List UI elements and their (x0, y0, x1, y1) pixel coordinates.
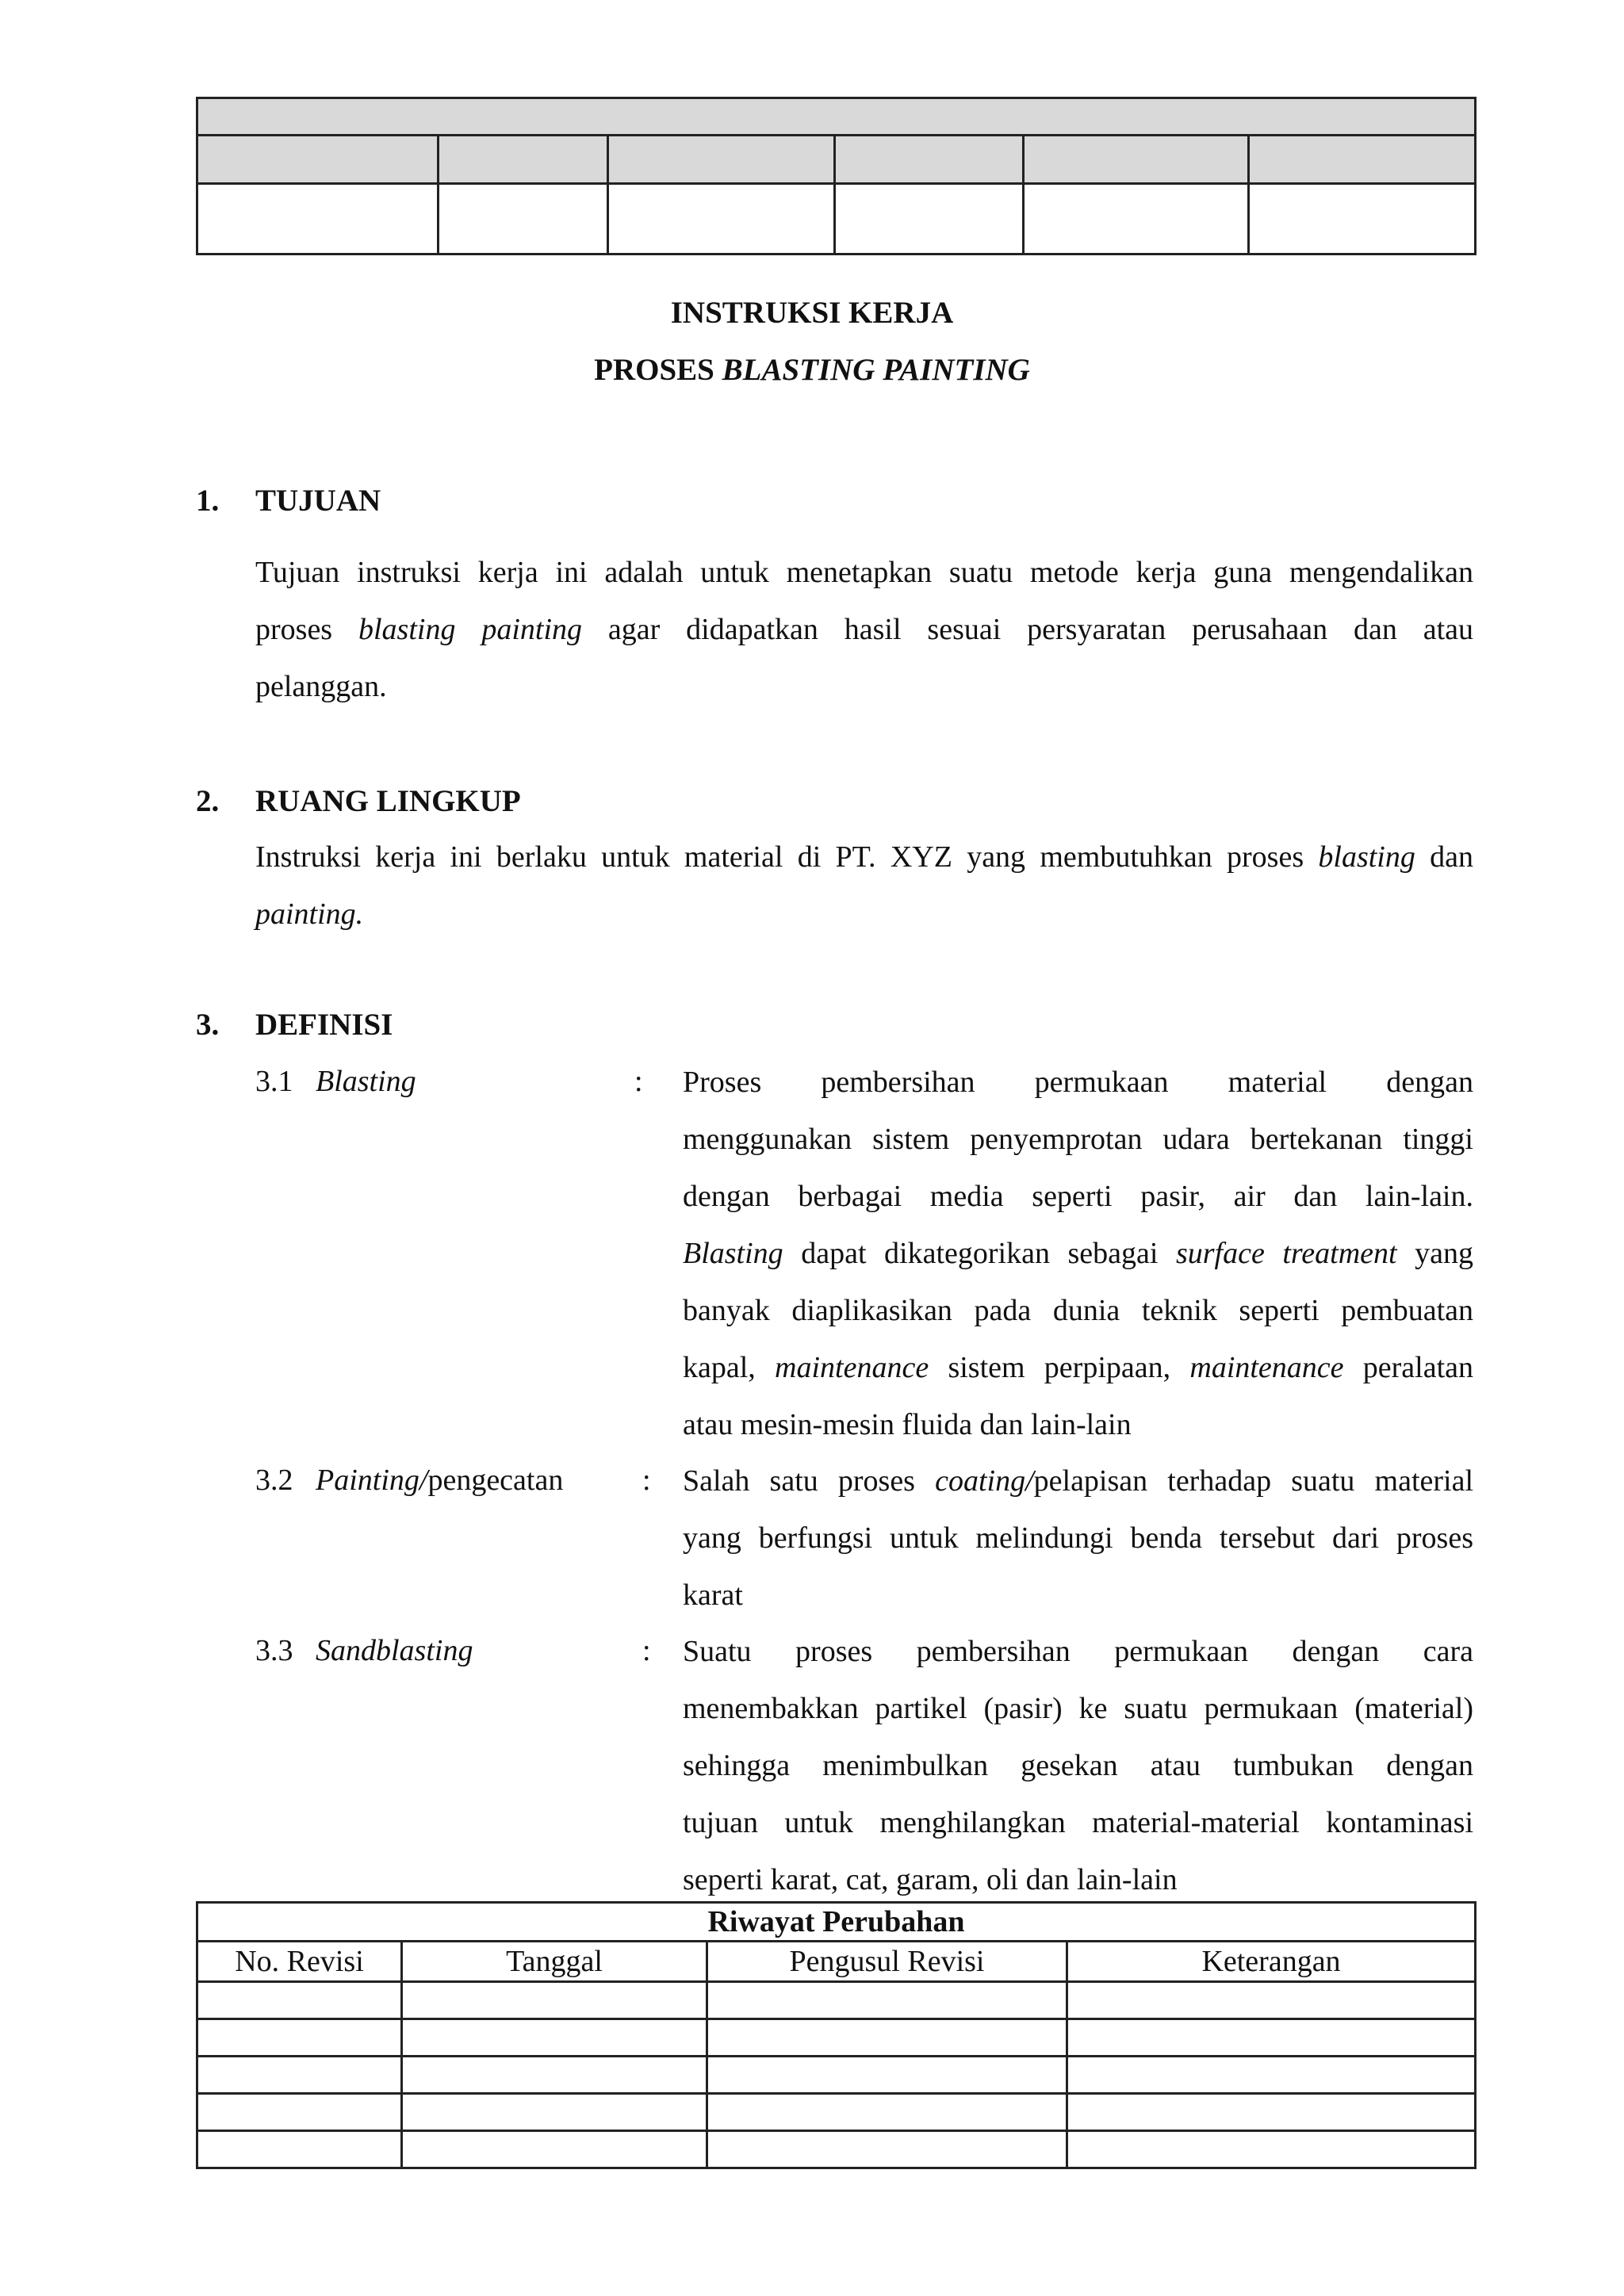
definition-body-sandblasting (683, 1623, 1473, 1908)
revision-caption: Riwayat Perubahan (197, 1903, 1476, 1942)
text-line: Suatu proses pembersihan permukaan dengan cara (683, 1635, 1473, 1668)
text-run-italic: painting. (255, 897, 364, 931)
table-cell (1067, 2057, 1476, 2094)
text-run: peralatan (1343, 1351, 1474, 1384)
header-cell (1024, 136, 1249, 184)
definition-term (316, 1633, 473, 1668)
header-cell (1249, 136, 1476, 184)
text-run: proses (255, 613, 358, 646)
table-row (197, 2094, 1476, 2131)
table-cell (402, 2131, 707, 2168)
text-run-italic: Blasting (683, 1237, 783, 1270)
definition-body-blasting (683, 1054, 1473, 1453)
doc-subtitle-prefix: PROSES (594, 353, 722, 387)
table-cell (197, 1982, 402, 2019)
definition-colon: : (642, 1464, 651, 1497)
header-cell (197, 136, 439, 184)
header-cell (608, 136, 835, 184)
header-cell (439, 136, 608, 184)
text-run: yang (1396, 1237, 1473, 1270)
table-cell (707, 2094, 1067, 2131)
text-line: tujuan untuk menghilangkan material-material kontaminasi (683, 1806, 1473, 1839)
text-run-italic: blasting painting (358, 613, 583, 646)
column-header-no-revisi: No. Revisi (197, 1942, 402, 1982)
text-run-italic: blasting (1318, 840, 1415, 874)
table-cell (402, 2019, 707, 2057)
table-row (197, 1982, 1476, 2019)
text-run: dan (1415, 840, 1473, 874)
text-line: menembakkan partikel (pasir) ke suatu permukaan (material) (683, 1692, 1473, 1725)
ruang-lingkup-paragraph (255, 828, 1473, 943)
text-line: seperti karat, cat, garam, oli dan lain-lain (683, 1863, 1178, 1896)
table-row (197, 2019, 1476, 2057)
section-title-definisi: DEFINISI (255, 1008, 393, 1042)
text-run-italic: surface treatment (1175, 1237, 1397, 1270)
section-number: 1. (196, 484, 220, 518)
table-cell (1067, 2019, 1476, 2057)
table-cell (707, 2019, 1067, 2057)
text-line: sehingga menimbulkan gesekan atau tumbukan dengan (683, 1749, 1473, 1782)
section-number: 2. (196, 784, 220, 818)
text-run-italic: maintenance (775, 1351, 929, 1384)
doc-subtitle-italic: BLASTING PAINTING (722, 353, 1030, 387)
text-line: atau mesin-mesin fluida dan lain-lain (683, 1408, 1132, 1441)
definition-term (316, 1064, 416, 1099)
section-title-tujuan: TUJUAN (255, 484, 381, 518)
table-row (197, 2131, 1476, 2168)
text-run: kapal, (683, 1351, 776, 1384)
header-cell (1249, 184, 1476, 254)
header-row (197, 136, 1476, 184)
text-run: Salah satu proses (683, 1464, 936, 1498)
column-header-keterangan: Keterangan (1067, 1942, 1476, 1982)
definition-body-painting (683, 1452, 1473, 1624)
text-line: Tujuan instruksi kerja ini adalah untuk menetapkan suatu metode kerja guna mengendalikan (255, 556, 1473, 589)
text-line: dengan berbagai media seperti pasir, air dan lain-lain. (683, 1180, 1473, 1213)
doc-title: INSTRUKSI KERJA (670, 296, 954, 330)
text-line (683, 1339, 1473, 1396)
definition-colon: : (634, 1065, 643, 1098)
header-row (197, 98, 1476, 136)
table-cell (402, 2094, 707, 2131)
term-italic: Sandblasting (316, 1634, 473, 1667)
text-line: menggunakan sistem penyemprotan udara bertekanan tinggi (683, 1123, 1473, 1156)
table-row (197, 2057, 1476, 2094)
header-cell (835, 136, 1024, 184)
text-line: Proses pembersihan permukaan material dengan (683, 1066, 1473, 1099)
text-run-italic: maintenance (1189, 1351, 1344, 1384)
text-line: karat (683, 1578, 743, 1612)
revision-caption-row (197, 1903, 1476, 1942)
table-cell (1067, 2131, 1476, 2168)
text-line: pelanggan. (255, 670, 387, 703)
header-table (196, 97, 1477, 255)
definition-colon: : (642, 1634, 651, 1667)
header-cell (1024, 184, 1249, 254)
table-cell (197, 2131, 402, 2168)
table-cell (1067, 2094, 1476, 2131)
text-line (255, 601, 1473, 658)
header-cell (835, 184, 1024, 254)
table-cell (197, 2057, 402, 2094)
table-cell (402, 1982, 707, 2019)
term-italic: Painting/ (316, 1464, 428, 1497)
text-run: pelapisan terhadap suatu material (1033, 1464, 1473, 1498)
table-cell (707, 2131, 1067, 2168)
text-line (683, 1452, 1473, 1510)
definition-number: 3.2 (255, 1464, 293, 1497)
text-run: dapat dikategorikan sebagai (783, 1237, 1176, 1270)
text-run: Instruksi kerja ini berlaku untuk material di PT. XYZ yang membutuhkan proses (255, 840, 1319, 874)
revision-history-table (196, 1901, 1477, 2169)
term-plain: pengecatan (427, 1464, 564, 1497)
header-cell (608, 184, 835, 254)
table-cell (707, 2057, 1067, 2094)
table-cell (402, 2057, 707, 2094)
definition-number: 3.3 (255, 1634, 293, 1667)
text-line: banyak diaplikasikan pada dunia teknik seperti pembuatan (683, 1294, 1473, 1327)
table-cell (197, 2094, 402, 2131)
term-italic: Blasting (316, 1065, 416, 1098)
column-header-pengusul-revisi: Pengusul Revisi (707, 1942, 1067, 1982)
header-cell (439, 184, 608, 254)
header-cell (197, 98, 1476, 136)
doc-subtitle (0, 352, 1624, 388)
header-row (197, 184, 1476, 254)
definition-number: 3.1 (255, 1065, 293, 1098)
text-line: yang berfungsi untuk melindungi benda tersebut dari proses (683, 1521, 1473, 1555)
definition-term (316, 1463, 563, 1498)
text-line (683, 1225, 1473, 1282)
revision-header-row (197, 1942, 1476, 1982)
table-cell (197, 2019, 402, 2057)
text-run-italic: coating/ (935, 1464, 1034, 1498)
text-line (255, 886, 1473, 943)
tujuan-paragraph (255, 544, 1473, 715)
section-title-ruang-lingkup: RUANG LINGKUP (255, 784, 521, 818)
header-cell (197, 184, 439, 254)
table-cell (707, 1982, 1067, 2019)
column-header-tanggal: Tanggal (402, 1942, 707, 1982)
table-cell (1067, 1982, 1476, 2019)
text-run: sistem perpipaan, (929, 1351, 1190, 1384)
text-run: agar didapatkan hasil sesuai persyaratan perusahaan dan atau (582, 613, 1473, 646)
text-line (255, 828, 1473, 886)
section-number: 3. (196, 1008, 220, 1042)
